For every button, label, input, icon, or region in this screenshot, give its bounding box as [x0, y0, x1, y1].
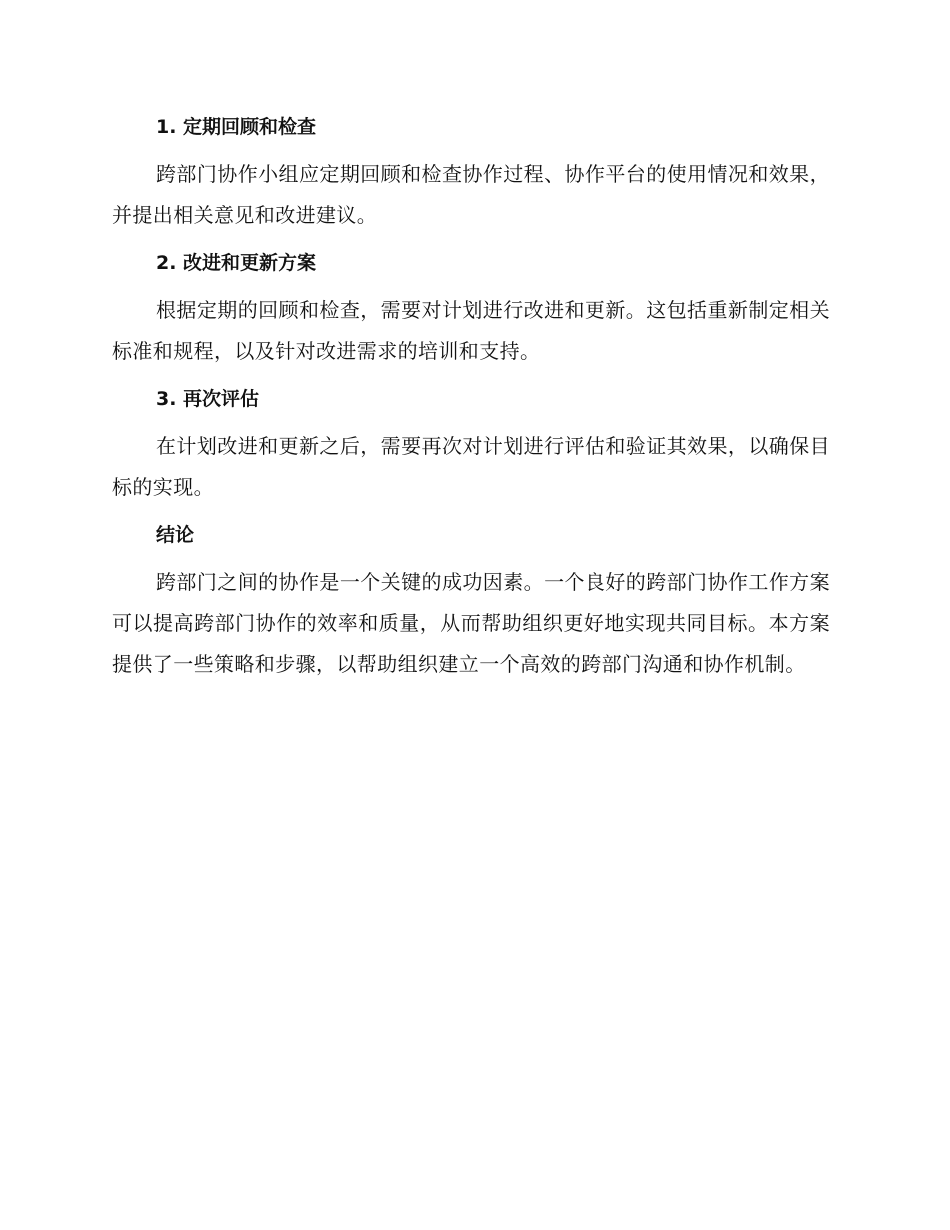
section-heading-conclusion: 结论: [156, 524, 195, 546]
section-heading-improve: 2. 改进和更新方案: [156, 252, 317, 274]
section-heading-reassess: 3. 再次评估: [156, 388, 260, 410]
section-body-review: 跨部门协作小组应定期回顾和检查协作过程、协作平台的使用情况和效果，并提出相关意见和改进建议。: [112, 162, 830, 227]
section-body-conclusion: 跨部门之间的协作是一个关键的成功因素。一个良好的跨部门协作工作方案可以提高跨部门协作的效率和质量，从而帮助组织更好地实现共同目标。本方案提供了一些策略和步骤，以帮助组织建立一个高效的跨部门沟通和协作机制。: [112, 570, 830, 676]
document-content: [112, 108, 830, 685]
section-body-improve: 根据定期的回顾和检查，需要对计划进行改进和更新。这包括重新制定相关标准和规程，以及针对改进需求的培训和支持。: [112, 298, 830, 363]
section-body-reassess: 在计划改进和更新之后，需要再次对计划进行评估和验证其效果，以确保目标的实现。: [112, 434, 830, 499]
section-heading-review: 1. 定期回顾和检查: [156, 116, 317, 138]
